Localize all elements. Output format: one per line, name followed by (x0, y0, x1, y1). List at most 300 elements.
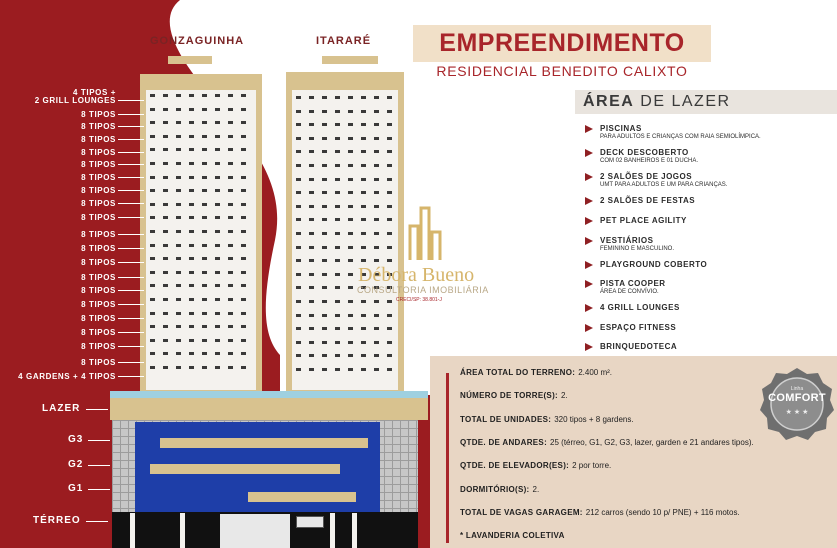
amenity-item (585, 196, 837, 216)
window (309, 327, 314, 330)
window (348, 246, 353, 249)
window (176, 94, 181, 97)
window (163, 298, 168, 301)
window (348, 286, 353, 289)
floor-label: 8 TIPOS (81, 230, 116, 239)
window (387, 123, 392, 126)
floor-label: 8 TIPOS (81, 110, 116, 119)
window (215, 148, 220, 151)
window (163, 352, 168, 355)
window (361, 110, 366, 113)
amenity-name: BRINQUEDOTECA (600, 342, 678, 351)
info-value: 212 carros (sendo 10 p/ PNE) + 116 motos. (585, 508, 740, 517)
window (215, 230, 220, 233)
window (189, 176, 194, 179)
window (241, 148, 246, 151)
window (189, 216, 194, 219)
window (202, 244, 207, 247)
window (322, 232, 327, 235)
tower-name-left: GONZAGUINHA (150, 35, 245, 47)
window (387, 259, 392, 262)
window (241, 244, 246, 247)
floor-label: 8 TIPOS (81, 342, 116, 351)
info-value: 2. (532, 485, 540, 494)
window (335, 273, 340, 276)
amenity-description: UMT PARA ADULTOS E UM PARA CRIANÇAS. (600, 182, 728, 188)
window (309, 164, 314, 167)
window (202, 148, 207, 151)
amenity-item (585, 172, 837, 192)
amenity-name: 2 SALÕES DE FESTAS (600, 196, 696, 205)
window (322, 314, 327, 317)
watermark-creci: CRECI/SP: 38.801-J (396, 297, 442, 303)
window (361, 123, 366, 126)
tower-right-roof (322, 56, 378, 64)
window (189, 121, 194, 124)
floor-tick (118, 346, 144, 347)
amenity-name: PISCINAS (600, 124, 642, 133)
info-label: QTDE. DE ANDARES: (460, 438, 548, 447)
window (163, 216, 168, 219)
window (228, 271, 233, 274)
window (163, 135, 168, 138)
tower-name-right: ITARARÉ (316, 35, 372, 47)
floor-label: 8 TIPOS (81, 286, 116, 295)
info-row (460, 415, 634, 424)
window (348, 341, 353, 344)
floor-label: 8 TIPOS (81, 160, 116, 169)
window (228, 135, 233, 138)
window (176, 148, 181, 151)
arrow-icon (585, 217, 593, 225)
window (215, 121, 220, 124)
window (335, 191, 340, 194)
watermark-name: Débora Bueno (358, 264, 475, 286)
window (163, 203, 168, 206)
window (163, 121, 168, 124)
window (163, 312, 168, 315)
floor-label: 8 TIPOS (81, 186, 116, 195)
window (322, 164, 327, 167)
window (348, 273, 353, 276)
floor-label: 8 TIPOS (81, 213, 116, 222)
floor-tick (118, 304, 144, 305)
window (374, 191, 379, 194)
window (228, 284, 233, 287)
window (322, 368, 327, 371)
floor-label: 8 TIPOS (81, 122, 116, 131)
info-row (460, 368, 612, 377)
window (296, 286, 301, 289)
window (387, 246, 392, 249)
arrow-icon (585, 304, 593, 312)
tower-left-cap (238, 74, 256, 86)
info-value: 25 (térreo, G1, G2, G3, lazer, garden e 21 andares tipos). (550, 438, 754, 447)
window (228, 176, 233, 179)
window (335, 137, 340, 140)
window (202, 325, 207, 328)
window (348, 232, 353, 235)
window (163, 162, 168, 165)
window (150, 94, 155, 97)
window (189, 312, 194, 315)
window (150, 325, 155, 328)
window (387, 96, 392, 99)
window (176, 257, 181, 260)
window (202, 108, 207, 111)
window (228, 325, 233, 328)
level-line (88, 465, 110, 466)
window (202, 339, 207, 342)
window (387, 191, 392, 194)
floor-label: 8 TIPOS (81, 244, 116, 253)
window (374, 341, 379, 344)
floor-label: 8 TIPOS (81, 258, 116, 267)
badge-top-text: Linha (790, 386, 804, 392)
window (296, 273, 301, 276)
floor-tick (118, 203, 144, 204)
amenity-name: 2 SALÕES DE JOGOS (600, 172, 693, 181)
page-title: EMPREENDIMENTO (413, 25, 711, 62)
floor-tick (118, 362, 144, 363)
window (374, 178, 379, 181)
window (189, 244, 194, 247)
window (150, 352, 155, 355)
window (163, 230, 168, 233)
window (348, 259, 353, 262)
info-label: TOTAL DE UNIDADES: (460, 415, 552, 424)
info-row (460, 461, 611, 470)
floor-tick (118, 318, 144, 319)
window (176, 325, 181, 328)
window (348, 191, 353, 194)
window (215, 271, 220, 274)
window (309, 300, 314, 303)
window (202, 312, 207, 315)
window (374, 327, 379, 330)
badge-main-text: COMFORT (768, 392, 826, 404)
window (228, 121, 233, 124)
window (228, 148, 233, 151)
window (309, 137, 314, 140)
window (176, 271, 181, 274)
window (228, 298, 233, 301)
ground-pillar (352, 513, 357, 548)
info-row (460, 485, 539, 494)
window (335, 123, 340, 126)
arrow-icon (585, 125, 593, 133)
window (309, 150, 314, 153)
window (348, 205, 353, 208)
window (335, 96, 340, 99)
floor-tick (118, 217, 144, 218)
window (387, 368, 392, 371)
window (202, 135, 207, 138)
window (241, 121, 246, 124)
window (361, 354, 366, 357)
window (163, 366, 168, 369)
info-label: DORMITÓRIO(S): (460, 485, 530, 494)
window (348, 354, 353, 357)
window (202, 271, 207, 274)
amenity-name: PISTA COOPER (600, 279, 666, 288)
window (309, 178, 314, 181)
window (335, 110, 340, 113)
window (387, 218, 392, 221)
window (361, 96, 366, 99)
window (335, 178, 340, 181)
window (322, 341, 327, 344)
window (374, 123, 379, 126)
window (228, 162, 233, 165)
window (296, 314, 301, 317)
window (202, 121, 207, 124)
window (296, 96, 301, 99)
window (322, 96, 327, 99)
floor-tick (118, 177, 144, 178)
window (189, 352, 194, 355)
window (189, 148, 194, 151)
window (202, 176, 207, 179)
window (387, 232, 392, 235)
window (387, 354, 392, 357)
window (296, 246, 301, 249)
level-label-g2: G2 (68, 459, 84, 470)
watermark-building-icon (404, 204, 444, 262)
window (241, 203, 246, 206)
window (189, 284, 194, 287)
window (163, 257, 168, 260)
window (241, 298, 246, 301)
level-line (86, 409, 108, 410)
window (335, 341, 340, 344)
info-value: 320 tipos + 8 gardens. (554, 415, 634, 424)
window (241, 325, 246, 328)
info-accent-bar (446, 373, 449, 543)
window (335, 232, 340, 235)
amenity-name: PET PLACE AGILITY (600, 216, 687, 225)
window (189, 189, 194, 192)
window (335, 300, 340, 303)
window (150, 203, 155, 206)
window (176, 244, 181, 247)
floor-tick (118, 376, 144, 377)
window (163, 271, 168, 274)
window (322, 123, 327, 126)
window (189, 257, 194, 260)
window (228, 203, 233, 206)
window (189, 108, 194, 111)
window (215, 108, 220, 111)
window (176, 135, 181, 138)
window (150, 189, 155, 192)
window (387, 300, 392, 303)
window (176, 284, 181, 287)
window (163, 284, 168, 287)
floor-tick (118, 126, 144, 127)
ground-pillar (130, 513, 135, 548)
window (309, 205, 314, 208)
window (163, 148, 168, 151)
window (296, 137, 301, 140)
window (361, 137, 366, 140)
window (176, 298, 181, 301)
window (296, 232, 301, 235)
window (309, 314, 314, 317)
window (361, 259, 366, 262)
window (335, 150, 340, 153)
garage-beam-g1 (248, 492, 356, 502)
window (176, 176, 181, 179)
window (374, 110, 379, 113)
window (374, 314, 379, 317)
lazer-title-rest: DE LAZER (640, 93, 731, 110)
floor-tick (118, 332, 144, 333)
floor-label: 4 GARDENS + 4 TIPOS (18, 372, 116, 381)
window (387, 341, 392, 344)
amenity-item (585, 323, 837, 343)
floor-label: 8 TIPOS (81, 173, 116, 182)
window (150, 108, 155, 111)
window (228, 339, 233, 342)
floor-tick (118, 164, 144, 165)
floor-label: 4 TIPOS + (73, 88, 116, 97)
window (361, 191, 366, 194)
window (374, 150, 379, 153)
window (189, 203, 194, 206)
info-label: TOTAL DE VAGAS GARAGEM: (460, 508, 583, 517)
window (189, 94, 194, 97)
window (202, 189, 207, 192)
window (176, 352, 181, 355)
window (150, 284, 155, 287)
window (296, 300, 301, 303)
window (241, 162, 246, 165)
arrow-icon (585, 280, 593, 288)
window (228, 189, 233, 192)
svg-text:★ ★ ★: ★ ★ ★ (785, 409, 809, 416)
window (361, 300, 366, 303)
window (374, 259, 379, 262)
window (189, 339, 194, 342)
window (374, 368, 379, 371)
window (163, 325, 168, 328)
watermark-tagline: CONSULTORIA IMOBILIÁRIA (357, 285, 489, 295)
info-value: 2. (561, 391, 568, 400)
amenity-name: 4 GRILL LOUNGES (600, 303, 680, 312)
floor-tick (118, 100, 144, 101)
window (150, 216, 155, 219)
lazer-section-header (575, 90, 837, 114)
window (309, 110, 314, 113)
window (241, 366, 246, 369)
info-row (460, 531, 565, 540)
floor-tick (118, 114, 144, 115)
window (228, 94, 233, 97)
window (150, 312, 155, 315)
info-label: QTDE. DE ELEVADOR(ES): (460, 461, 570, 470)
window (335, 164, 340, 167)
floor-label-line2: 2 GRILL LOUNGES (34, 96, 116, 105)
window (163, 176, 168, 179)
window (335, 205, 340, 208)
window (387, 137, 392, 140)
window (228, 312, 233, 315)
amenity-description: PARA ADULTOS E CRIANÇAS COM RAIA SEMIOLÍMPICA. (600, 134, 761, 140)
window (361, 150, 366, 153)
garage-beam-g2 (150, 464, 340, 474)
tower-left-roof (168, 56, 212, 64)
window (202, 257, 207, 260)
window (241, 257, 246, 260)
window (309, 368, 314, 371)
window (296, 218, 301, 221)
window (322, 110, 327, 113)
window (309, 273, 314, 276)
window (296, 341, 301, 344)
window (374, 205, 379, 208)
window (202, 352, 207, 355)
window (150, 162, 155, 165)
window (241, 230, 246, 233)
level-label-g1: G1 (68, 483, 84, 494)
window (374, 246, 379, 249)
window (241, 216, 246, 219)
window (241, 352, 246, 355)
window (296, 368, 301, 371)
arrow-icon (585, 197, 593, 205)
window (322, 259, 327, 262)
window (348, 314, 353, 317)
info-row (460, 508, 740, 517)
window (176, 230, 181, 233)
window (228, 216, 233, 219)
floor-tick (118, 290, 144, 291)
window (335, 246, 340, 249)
garage-beam-g3 (160, 438, 368, 448)
lazer-floor (110, 398, 428, 420)
window (189, 298, 194, 301)
window (348, 110, 353, 113)
amenity-item (585, 148, 837, 168)
window (348, 150, 353, 153)
floor-label: 8 TIPOS (81, 135, 116, 144)
window (241, 312, 246, 315)
amenity-name: PLAYGROUND COBERTO (600, 260, 708, 269)
window (309, 341, 314, 344)
window (309, 218, 314, 221)
window (241, 271, 246, 274)
window (176, 312, 181, 315)
level-label-lazer: LAZER (42, 403, 81, 414)
window (361, 232, 366, 235)
window (322, 191, 327, 194)
arrow-icon (585, 343, 593, 351)
window (150, 339, 155, 342)
window (189, 271, 194, 274)
window (202, 298, 207, 301)
amenity-item (585, 236, 837, 256)
window (374, 232, 379, 235)
lazer-title-bold: ÁREA (583, 93, 635, 110)
window (150, 135, 155, 138)
amenity-description: FEMININO E MASCULINO. (600, 246, 675, 252)
window (215, 189, 220, 192)
window (335, 327, 340, 330)
window (215, 312, 220, 315)
window (322, 273, 327, 276)
window (228, 352, 233, 355)
